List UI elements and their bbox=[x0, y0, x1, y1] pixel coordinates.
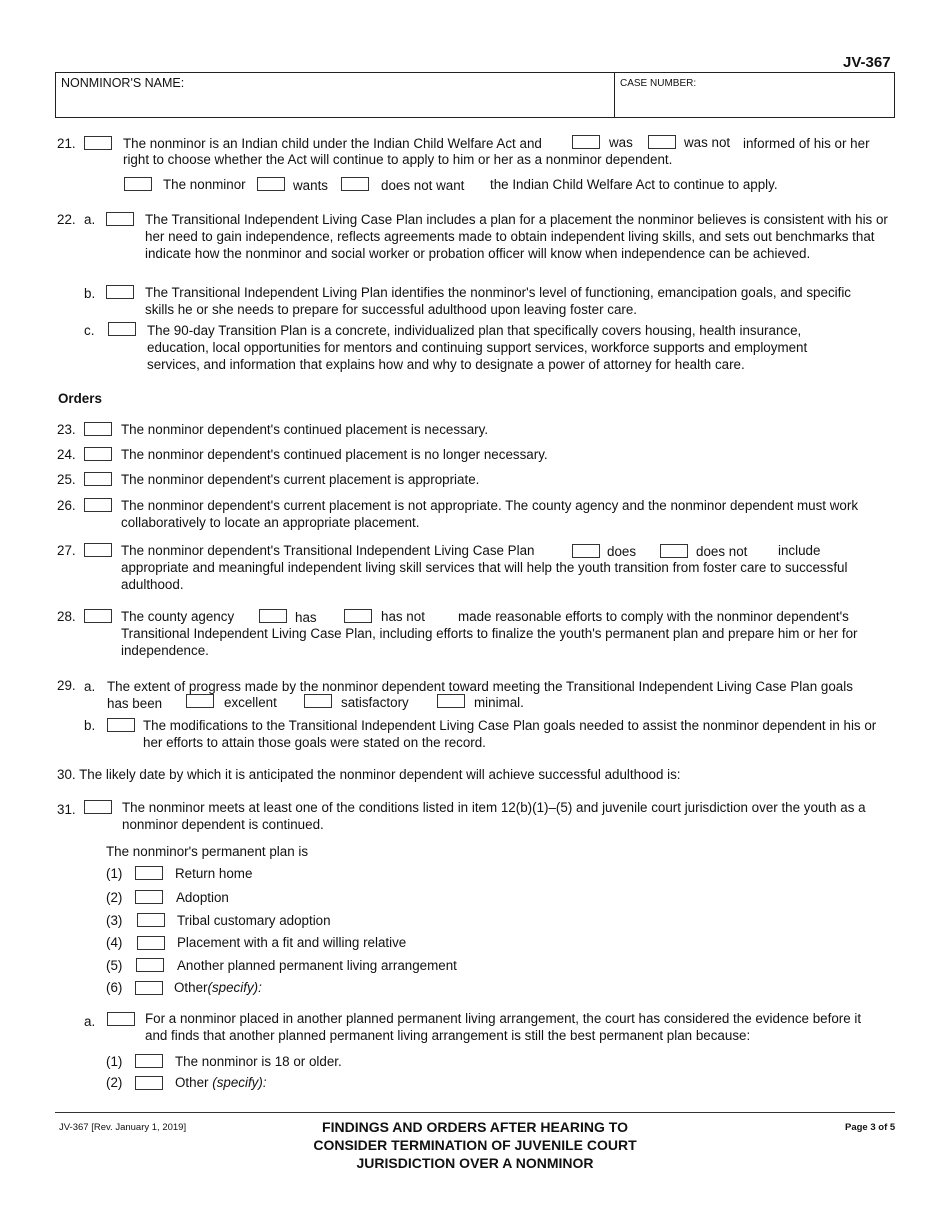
item-31a-checkbox[interactable] bbox=[107, 1012, 135, 1026]
plan-4-checkbox[interactable] bbox=[137, 936, 165, 950]
plan-2-label: Adoption bbox=[176, 890, 229, 905]
item-27-text-a: The nonminor dependent's Transitional Independent Living Case Plan bbox=[121, 543, 535, 558]
item-28-checkbox[interactable] bbox=[84, 609, 112, 623]
item-28-has-checkbox[interactable] bbox=[259, 609, 287, 623]
plan-2-checkbox[interactable] bbox=[135, 890, 163, 904]
item-29a-has-been: has been bbox=[107, 696, 163, 711]
item-21-text-d: the Indian Child Welfare Act to continue to apply. bbox=[490, 177, 778, 192]
item-24-checkbox[interactable] bbox=[84, 447, 112, 461]
reason-2-specify: (specify): bbox=[212, 1075, 267, 1090]
plan-4-label: Placement with a fit and willing relative bbox=[177, 935, 407, 950]
item-31a-text: For a nonminor placed in another planned permanent living arrangement, the court has considered the evidence before it and finds that another planned permanent living arrangement is still the best permanent plan because: bbox=[145, 1011, 862, 1043]
footer-rule bbox=[55, 1112, 895, 1113]
item-29b-text: The modifications to the Transitional Independent Living Case Plan goals needed to assist the nonminor dependent in his or her efforts to attain those goals were stated on the record. bbox=[143, 718, 877, 750]
item-31a-label: a. bbox=[84, 1014, 96, 1029]
item-25-text: The nonminor dependent's current placement is appropriate. bbox=[121, 472, 480, 487]
item-27-include-label: include bbox=[778, 543, 821, 558]
item-21-number: 21. bbox=[57, 136, 76, 151]
nonminor-name-field[interactable] bbox=[58, 93, 610, 115]
nonminor-name-label: NONMINOR'S NAME: bbox=[61, 76, 185, 90]
item-29-number: 29. bbox=[57, 678, 76, 693]
item-21-text-a: The nonminor is an Indian child under the Indian Child Welfare Act and bbox=[123, 136, 542, 151]
footer-form-rev: JV-367 [Rev. January 1, 2019] bbox=[59, 1122, 187, 1133]
case-number-label: CASE NUMBER: bbox=[620, 78, 697, 89]
item-31-checkbox[interactable] bbox=[84, 800, 112, 814]
reason-2-other: Other bbox=[175, 1075, 209, 1090]
item-21-was-not-checkbox[interactable] bbox=[648, 135, 676, 149]
plan-5-number: (5) bbox=[106, 958, 123, 973]
item-27-checkbox[interactable] bbox=[84, 543, 112, 557]
plan-1-checkbox[interactable] bbox=[135, 866, 163, 880]
item-27-does-label: does bbox=[607, 544, 637, 559]
item-27-does-not-checkbox[interactable] bbox=[660, 544, 688, 558]
plan-2-number: (2) bbox=[106, 890, 123, 905]
item-31-plan-intro: The nonminor's permanent plan is bbox=[106, 844, 309, 859]
item-21-wants-checkbox[interactable] bbox=[257, 177, 285, 191]
item-26-text: The nonminor dependent's current placement is not appropriate. The county agency and the nonminor dependent must work collaboratively to locate an appropriate placement. bbox=[121, 498, 859, 530]
item-21-the-nonminor-label: The nonminor bbox=[163, 177, 246, 192]
item-21-was-checkbox[interactable] bbox=[572, 135, 600, 149]
item-29b-label: b. bbox=[84, 718, 96, 733]
item-30-text: 30. The likely date by which it is anticipated the nonminor dependent will achieve successful adulthood is: bbox=[57, 767, 681, 782]
item-29-minimal-label: minimal. bbox=[474, 695, 524, 710]
item-29b-checkbox[interactable] bbox=[107, 718, 135, 732]
item-22a-label: a. bbox=[84, 212, 96, 227]
item-21-was-not-label: was not bbox=[684, 135, 731, 150]
reason-2-number: (2) bbox=[106, 1075, 123, 1090]
item-29-excellent-checkbox[interactable] bbox=[186, 694, 214, 708]
plan-6-checkbox[interactable] bbox=[135, 981, 163, 995]
item-21-does-not-want-checkbox[interactable] bbox=[341, 177, 369, 191]
form-id: JV-367 bbox=[843, 54, 891, 71]
item-29-excellent-label: excellent bbox=[224, 695, 277, 710]
item-28-number: 28. bbox=[57, 609, 76, 624]
item-31-number: 31. bbox=[57, 802, 76, 817]
item-28-text-c: Transitional Independent Living Case Plan, including efforts to finalize the youth's permanent plan and prepare him or her for independence. bbox=[121, 626, 858, 658]
item-23-text: The nonminor dependent's continued placement is necessary. bbox=[121, 422, 489, 437]
reason-1-label: The nonminor is 18 or older. bbox=[175, 1054, 342, 1069]
item-22c-label: c. bbox=[84, 323, 95, 338]
item-22c-checkbox[interactable] bbox=[108, 322, 136, 336]
header-divider bbox=[614, 72, 615, 118]
item-21-text-b: informed of his or her bbox=[743, 136, 870, 151]
item-27-does-checkbox[interactable] bbox=[572, 544, 600, 558]
item-28-has-not-label: has not bbox=[381, 609, 425, 624]
item-24-number: 24. bbox=[57, 447, 76, 462]
footer-title-line-2: CONSIDER TERMINATION OF JUVENILE COURT bbox=[313, 1137, 637, 1153]
footer-page-number: Page 3 of 5 bbox=[845, 1122, 896, 1133]
reason-1-checkbox[interactable] bbox=[135, 1054, 163, 1068]
item-21-checkbox[interactable] bbox=[84, 136, 112, 150]
item-31-text: The nonminor meets at least one of the conditions listed in item 12(b)(1)–(5) and juvenile court jurisdiction over the youth as a nonminor dependent is continued. bbox=[122, 800, 866, 832]
item-29a-label: a. bbox=[84, 679, 96, 694]
item-25-checkbox[interactable] bbox=[84, 472, 112, 486]
plan-6-other: Other bbox=[174, 980, 208, 995]
item-22-number: 22. bbox=[57, 212, 76, 227]
plan-3-label: Tribal customary adoption bbox=[177, 913, 331, 928]
plan-6-label bbox=[174, 979, 262, 996]
item-21-was-label: was bbox=[609, 135, 633, 150]
item-25-number: 25. bbox=[57, 472, 76, 487]
item-26-checkbox[interactable] bbox=[84, 498, 112, 512]
item-28-has-not-checkbox[interactable] bbox=[344, 609, 372, 623]
reason-2-label bbox=[175, 1074, 267, 1091]
item-28-text-a: The county agency bbox=[121, 609, 235, 624]
item-22c-text: The 90-day Transition Plan is a concrete, individualized plan that specifically covers housing, health insurance, education, local opportunities for mentors and continuing support services, workforce supports and employment services, and information that explains how and why to designate a power of attorney for health care. bbox=[147, 323, 808, 372]
item-28-has-label: has bbox=[295, 610, 317, 625]
plan-5-checkbox[interactable] bbox=[136, 958, 164, 972]
plan-6-number: (6) bbox=[106, 980, 123, 995]
item-22b-checkbox[interactable] bbox=[106, 285, 134, 299]
plan-5-label: Another planned permanent living arrangement bbox=[177, 958, 457, 973]
item-29-minimal-checkbox[interactable] bbox=[437, 694, 465, 708]
item-23-checkbox[interactable] bbox=[84, 422, 112, 436]
orders-heading: Orders bbox=[58, 391, 102, 406]
item-22b-text: The Transitional Independent Living Plan identifies the nonminor's level of functioning, emancipation goals, and specific skills he or she needs to prepare for successful adulthood upon leaving foster care. bbox=[145, 285, 852, 317]
item-23-number: 23. bbox=[57, 422, 76, 437]
item-29-satisfactory-label: satisfactory bbox=[341, 695, 409, 710]
item-22b-label: b. bbox=[84, 286, 96, 301]
footer-title-line-1: FINDINGS AND ORDERS AFTER HEARING TO bbox=[322, 1119, 628, 1135]
plan-3-checkbox[interactable] bbox=[137, 913, 165, 927]
item-27-number: 27. bbox=[57, 543, 76, 558]
plan-6-specify-field[interactable] bbox=[272, 978, 892, 998]
item-21-nonminor-checkbox[interactable] bbox=[124, 177, 152, 191]
item-21-text-c: right to choose whether the Act will continue to apply to him or her as a nonminor dependent. bbox=[123, 152, 673, 167]
plan-1-label: Return home bbox=[175, 866, 253, 881]
plan-4-number: (4) bbox=[106, 935, 123, 950]
item-29a-text: The extent of progress made by the nonminor dependent toward meeting the Transitional Independent Living Case Plan goals bbox=[107, 679, 853, 694]
footer-title-line-3: JURISDICTION OVER A NONMINOR bbox=[356, 1155, 594, 1171]
item-24-text: The nonminor dependent's continued placement is no longer necessary. bbox=[121, 447, 548, 462]
case-number-field[interactable] bbox=[618, 92, 892, 115]
item-21-wants-label: wants bbox=[293, 178, 328, 193]
item-27-does-not-label: does not bbox=[696, 544, 748, 559]
item-27-text-b: appropriate and meaningful independent living skill services that will help the youth transition from foster care to successful adulthood. bbox=[121, 560, 848, 592]
footer-title bbox=[240, 1118, 710, 1172]
item-26-number: 26. bbox=[57, 498, 76, 513]
plan-1-number: (1) bbox=[106, 866, 123, 881]
item-28-text-b: made reasonable efforts to comply with the nonminor dependent's bbox=[458, 609, 849, 624]
reason-2-specify-field[interactable] bbox=[275, 1073, 892, 1093]
item-22a-checkbox[interactable] bbox=[106, 212, 134, 226]
reason-1-number: (1) bbox=[106, 1054, 123, 1069]
plan-6-specify: (specify): bbox=[207, 980, 262, 995]
item-21-does-not-want-label: does not want bbox=[381, 178, 465, 193]
item-22a-text: The Transitional Independent Living Case Plan includes a plan for a placement the nonminor believes is consistent with his or her need to gain independence, reflects agreements made to obtain independent living skills, and sets out benchmarks that indicate how the nonminor and social worker or probation officer will know when independence can be achieved. bbox=[145, 212, 888, 261]
item-29-satisfactory-checkbox[interactable] bbox=[304, 694, 332, 708]
reason-2-checkbox[interactable] bbox=[135, 1076, 163, 1090]
plan-3-number: (3) bbox=[106, 913, 123, 928]
